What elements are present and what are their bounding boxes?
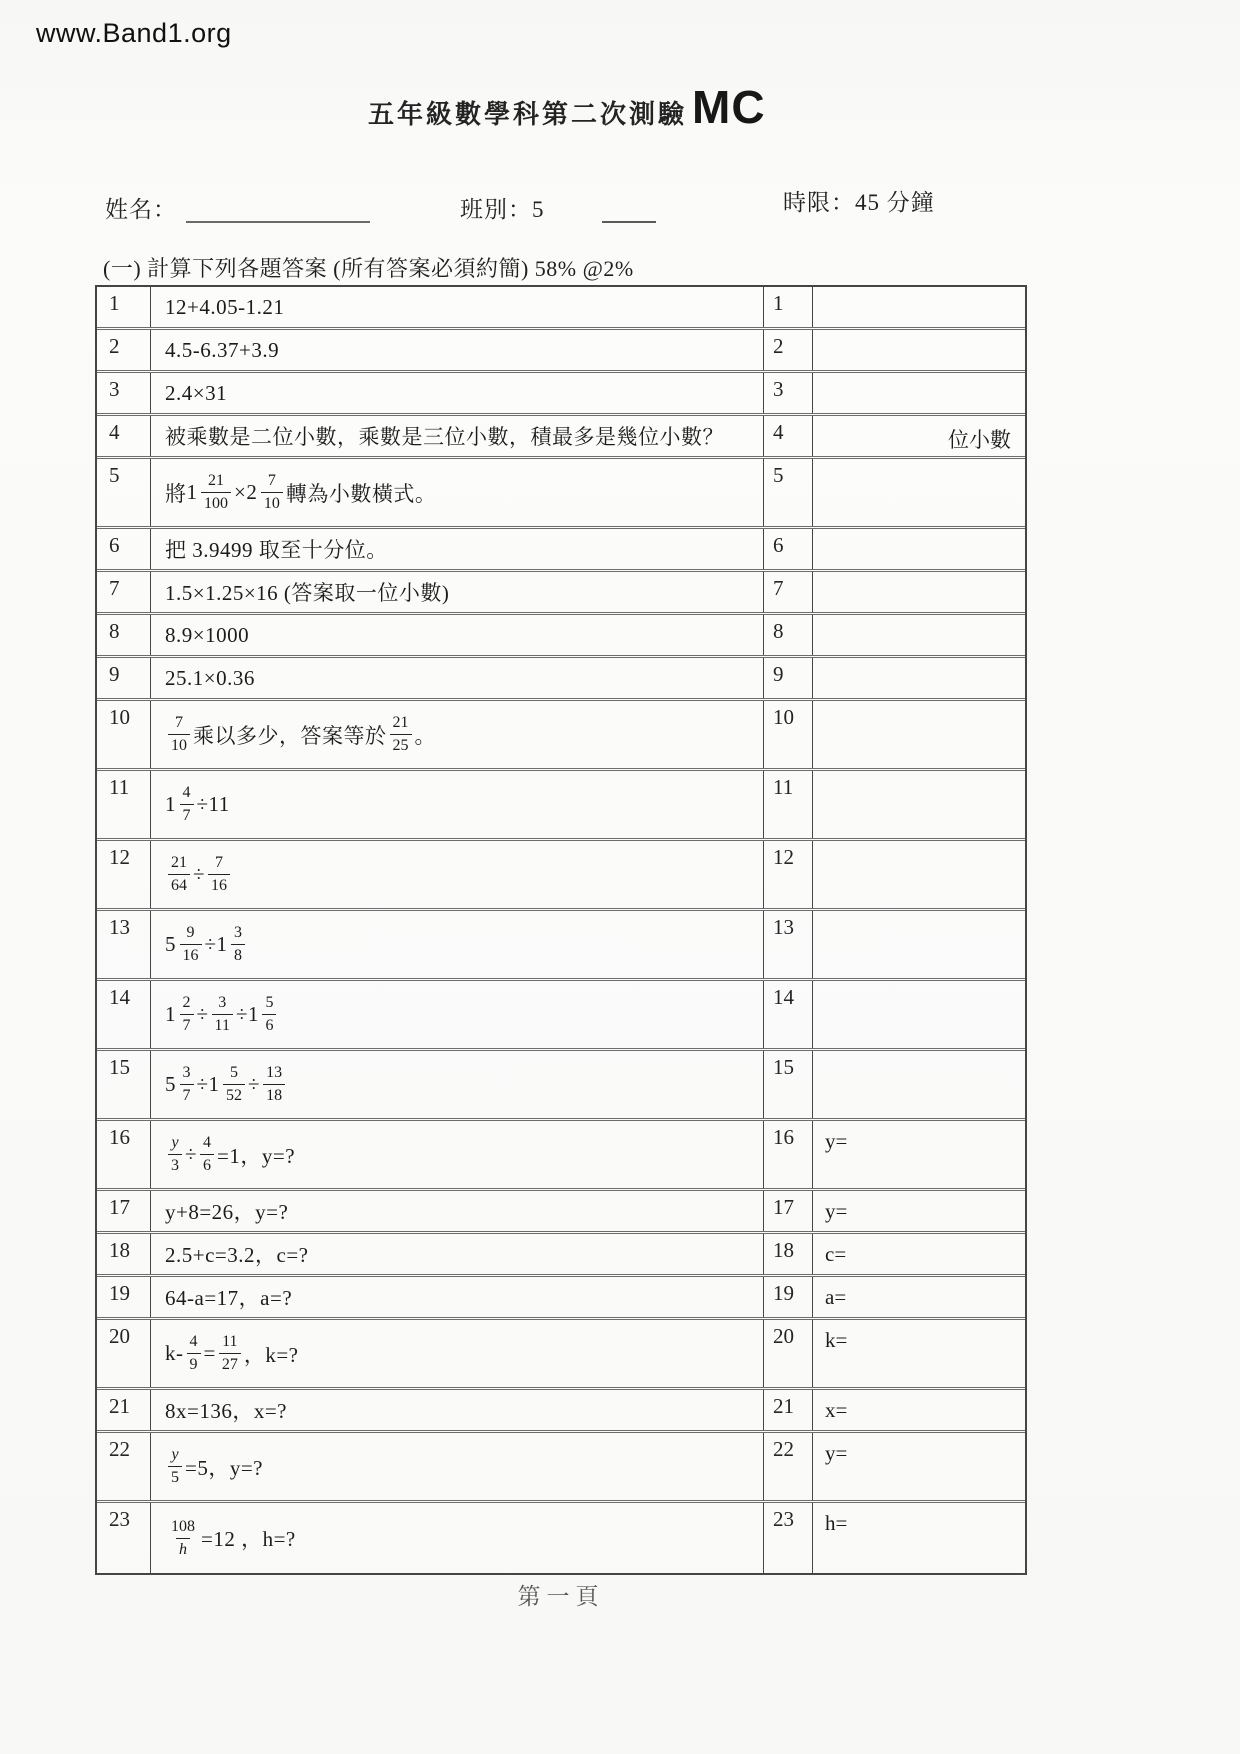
question-text: 把 3.9499 取至十分位。 [165, 538, 388, 562]
question-number: 23 [97, 1503, 151, 1573]
answer-cell [813, 771, 1025, 838]
fraction-numerator: 4 [182, 784, 191, 801]
question-text: 被乘數是二位小數，乘數是三位小數，積最多是幾位小數？ [165, 425, 724, 449]
question-text: =1，y=? [217, 1143, 296, 1168]
table-row [97, 373, 1025, 416]
fraction [168, 715, 190, 754]
question-cell [151, 771, 764, 838]
table-row [97, 1320, 1025, 1390]
fraction [168, 1519, 198, 1558]
question-text: ÷ [196, 1072, 209, 1096]
answer-cell: y= [825, 1129, 848, 1153]
mixed-number [187, 473, 235, 512]
fraction [180, 1065, 194, 1104]
question-text: 8x=136，x=? [165, 1399, 288, 1423]
question-text: ÷ [248, 1072, 261, 1096]
answer-cell: y= [825, 1199, 848, 1223]
answer-cell: k= [825, 1328, 848, 1352]
table-row [97, 615, 1025, 658]
question-number: 12 [97, 841, 151, 908]
fraction-denominator: 6 [200, 1154, 214, 1174]
name-label: 姓名： [105, 197, 177, 222]
answer-cell [813, 459, 1025, 526]
fraction-numerator: 21 [208, 472, 224, 489]
question-cell [151, 572, 764, 612]
answer-number: 9 [764, 658, 813, 698]
table-row [97, 771, 1025, 841]
answer-cell [813, 701, 1025, 768]
answer-cell [813, 373, 1025, 413]
question-cell [151, 1051, 764, 1118]
fraction-denominator: 6 [262, 1014, 276, 1034]
table-row [97, 1390, 1025, 1433]
mixed-number [165, 785, 197, 824]
question-text: =12 ，h=? [201, 1527, 296, 1551]
table-row [97, 658, 1025, 701]
question-number: 15 [97, 1051, 151, 1118]
fraction-numerator: 3 [234, 924, 243, 941]
answer-number: 12 [764, 841, 813, 908]
fraction-numerator: 4 [203, 1134, 212, 1151]
answer-number: 10 [764, 701, 813, 768]
question-number: 22 [97, 1433, 151, 1500]
fraction [168, 1135, 182, 1174]
answer-cell [813, 911, 1025, 978]
question-number: 11 [97, 771, 151, 838]
question-number: 10 [97, 701, 151, 768]
page-title: 五年級數學科第二次測驗 [368, 100, 688, 129]
question-number: 16 [97, 1121, 151, 1188]
fraction-denominator: 7 [180, 1084, 194, 1104]
section-header: (一) 計算下列各題答案 (所有答案必須約簡) 58% @2% [103, 256, 634, 281]
fraction-numerator: 21 [171, 854, 187, 871]
fraction-denominator: 3 [168, 1154, 182, 1174]
answer-number: 1 [764, 287, 813, 327]
answer-number: 20 [764, 1320, 813, 1387]
question-cell [151, 1320, 764, 1387]
fraction-denominator: 10 [261, 492, 283, 512]
fraction-numerator: 3 [218, 994, 227, 1011]
answer-cell: a= [825, 1285, 847, 1309]
question-number: 17 [97, 1191, 151, 1231]
fraction-numerator: 9 [186, 924, 195, 941]
question-cell [151, 287, 764, 327]
fraction-denominator: h [176, 1538, 190, 1558]
question-text: × [234, 480, 247, 504]
mixed-whole: 5 [165, 932, 176, 956]
fraction-denominator: 27 [219, 1353, 241, 1373]
fraction [223, 1065, 245, 1104]
fraction-denominator: 7 [180, 804, 194, 824]
question-text: =5，y=? [185, 1455, 264, 1480]
table-row [97, 572, 1025, 615]
question-number: 19 [97, 1277, 151, 1317]
question-cell [151, 911, 764, 978]
question-cell [151, 981, 764, 1048]
fraction-numerator: y [171, 1446, 179, 1463]
answer-cell: x= [825, 1398, 848, 1422]
question-cell [151, 1390, 764, 1430]
question-text: 25.1×0.36 [165, 665, 255, 690]
fraction-denominator: 9 [187, 1353, 201, 1373]
mixed-whole: 5 [165, 1072, 176, 1096]
question-text: k- [165, 1341, 184, 1365]
fraction-numerator: 5 [230, 1064, 239, 1081]
mixed-number [246, 473, 286, 512]
fraction [219, 1334, 241, 1373]
table-row [97, 1191, 1025, 1234]
mixed-whole: 1 [247, 1002, 259, 1026]
question-text: ÷ [185, 1142, 198, 1166]
question-text: 64-a=17，a=? [165, 1286, 293, 1310]
fraction-numerator: 108 [171, 1517, 195, 1535]
table-row [97, 1277, 1025, 1320]
question-text: ÷ [204, 932, 217, 956]
question-number: 18 [97, 1234, 151, 1274]
site-watermark: www.Band1.org [36, 18, 232, 48]
table-row [97, 287, 1025, 330]
fraction-numerator: 5 [265, 994, 274, 1011]
question-text: ，k=? [243, 1342, 299, 1367]
fraction [187, 1334, 201, 1373]
question-text: 12+4.05-1.21 [165, 294, 285, 319]
answer-number: 23 [764, 1503, 813, 1573]
answer-number: 6 [764, 529, 813, 569]
fraction [168, 1447, 182, 1486]
table-row [97, 1051, 1025, 1121]
mixed-number [165, 995, 197, 1034]
table-row [97, 1503, 1025, 1573]
fraction [201, 473, 231, 512]
fraction [180, 995, 194, 1034]
table-row [97, 1234, 1025, 1277]
fraction [261, 473, 283, 512]
fraction-numerator: 11 [222, 1333, 238, 1350]
fraction-denominator: 16 [208, 874, 230, 894]
question-number: 5 [97, 459, 151, 526]
mixed-whole: 2 [246, 480, 257, 504]
answer-number: 22 [764, 1433, 813, 1500]
answer-cell: y= [825, 1441, 848, 1465]
fraction-denominator: 7 [180, 1014, 194, 1034]
answer-number: 11 [764, 771, 813, 838]
mixed-number [248, 995, 280, 1034]
fraction-denominator: 10 [168, 734, 190, 754]
question-cell [151, 1121, 764, 1188]
answer-cell: c= [825, 1242, 847, 1266]
fraction-denominator: 11 [212, 1014, 233, 1034]
answer-cell [813, 529, 1025, 569]
question-number: 21 [97, 1390, 151, 1430]
page-footer [95, 1578, 1027, 1609]
question-number: 7 [97, 572, 151, 612]
question-cell [151, 459, 764, 526]
fraction [231, 925, 245, 964]
question-number: 1 [97, 287, 151, 327]
question-number: 6 [97, 529, 151, 569]
answer-number: 4 [764, 416, 813, 456]
table-row [97, 911, 1025, 981]
fraction-numerator: 21 [392, 714, 409, 731]
answer-cell [813, 287, 1025, 327]
answer-number: 7 [764, 572, 813, 612]
mixed-whole: 1 [208, 1072, 220, 1096]
fraction-numerator: 7 [215, 854, 224, 871]
fraction [263, 1065, 285, 1104]
fraction [200, 1135, 214, 1174]
answer-cell [813, 658, 1025, 698]
answer-number: 18 [764, 1234, 813, 1274]
question-number: 8 [97, 615, 151, 655]
fraction-numerator: 13 [266, 1064, 283, 1081]
fraction [262, 995, 276, 1034]
question-cell [151, 1503, 764, 1573]
answer-cell [813, 615, 1025, 655]
answer-number: 19 [764, 1277, 813, 1317]
question-text: ÷11 [196, 792, 230, 816]
table-row [97, 841, 1025, 911]
question-number: 4 [97, 416, 151, 456]
fraction-denominator: 16 [180, 944, 202, 964]
mixed-whole: 1 [165, 1002, 176, 1026]
question-number: 14 [97, 981, 151, 1048]
question-text: 2.4×31 [165, 380, 228, 405]
question-cell [151, 1433, 764, 1500]
fraction [168, 855, 190, 894]
answer-number: 14 [764, 981, 813, 1048]
question-text: 2.5+c=3.2，c=? [165, 1243, 309, 1267]
fraction-denominator: 8 [231, 944, 245, 964]
name-underline [186, 221, 370, 223]
question-text: = [203, 1341, 216, 1365]
questions-table [95, 285, 1027, 1575]
question-text: ÷ [196, 1002, 209, 1026]
answer-cell: 位小數 [948, 428, 1011, 452]
question-text: y+8=26，y=? [165, 1200, 289, 1224]
mixed-number [165, 925, 205, 964]
fraction-denominator: 52 [223, 1084, 245, 1104]
answer-cell: h= [825, 1511, 848, 1535]
table-row [97, 416, 1025, 459]
answer-number: 17 [764, 1191, 813, 1231]
answer-cell [813, 1051, 1025, 1118]
question-text: ÷ [235, 1002, 248, 1026]
mixed-number [209, 1065, 249, 1104]
fraction [212, 995, 233, 1034]
answer-number: 2 [764, 330, 813, 370]
answer-cell [813, 981, 1025, 1048]
question-text: 4.5-6.37+3.9 [165, 337, 280, 362]
table-row [97, 1433, 1025, 1503]
fraction-numerator: 7 [267, 472, 276, 489]
title-badge-mc: MC [692, 81, 766, 133]
question-number: 3 [97, 373, 151, 413]
table-row [97, 1121, 1025, 1191]
table-row [97, 459, 1025, 529]
fraction [180, 785, 194, 824]
fraction-numerator: 3 [182, 1064, 191, 1081]
question-cell [151, 373, 764, 413]
fraction-denominator: 25 [390, 734, 412, 754]
question-cell [151, 1277, 764, 1317]
answer-number: 13 [764, 911, 813, 978]
question-text: 乘以多少，答案等於 [193, 723, 387, 748]
question-text: 8.9×1000 [165, 622, 250, 647]
class-underline [602, 221, 656, 223]
question-number: 2 [97, 330, 151, 370]
answer-number: 15 [764, 1051, 813, 1118]
table-row [97, 701, 1025, 771]
question-number: 9 [97, 658, 151, 698]
mixed-number [217, 925, 249, 964]
table-row [97, 529, 1025, 572]
table-row [97, 981, 1025, 1051]
question-cell [151, 1191, 764, 1231]
question-text: 轉為小數橫式。 [285, 481, 437, 506]
answer-cell [813, 330, 1025, 370]
question-text: ÷ [193, 862, 206, 886]
fraction-denominator: 100 [201, 492, 231, 512]
question-text: 將 [165, 481, 187, 506]
fraction-numerator: 7 [175, 714, 183, 731]
mixed-number [165, 1065, 197, 1104]
question-number: 13 [97, 911, 151, 978]
fraction-denominator: 18 [263, 1084, 285, 1104]
page-number: 第一頁 [517, 1584, 605, 1609]
answer-number: 16 [764, 1121, 813, 1188]
question-cell [151, 1234, 764, 1274]
fraction [390, 715, 412, 754]
question-text: 。 [414, 723, 436, 748]
time-limit-label: 時限：45 分鐘 [783, 190, 935, 215]
answer-number: 5 [764, 459, 813, 526]
fraction-numerator: y [171, 1134, 179, 1151]
question-cell [151, 615, 764, 655]
answer-cell [813, 841, 1025, 908]
fraction-numerator: 2 [182, 994, 191, 1011]
question-cell [151, 701, 764, 768]
fraction-denominator: 5 [168, 1466, 182, 1486]
mixed-whole: 1 [186, 480, 197, 504]
table-row [97, 330, 1025, 373]
class-label: 班別：5 [460, 197, 545, 222]
question-cell [151, 330, 764, 370]
question-cell [151, 841, 764, 908]
answer-number: 3 [764, 373, 813, 413]
answer-cell [813, 572, 1025, 612]
question-cell [151, 529, 764, 569]
fraction [208, 855, 230, 894]
question-number: 20 [97, 1320, 151, 1387]
question-cell [151, 658, 764, 698]
fraction [180, 925, 202, 964]
question-text: 1.5×1.25×16 (答案取一位小數) [165, 581, 450, 605]
mixed-whole: 1 [165, 792, 176, 816]
fraction-numerator: 4 [189, 1333, 198, 1350]
mixed-whole: 1 [216, 932, 228, 956]
answer-number: 21 [764, 1390, 813, 1430]
fraction-denominator: 64 [168, 874, 190, 894]
answer-number: 8 [764, 615, 813, 655]
question-cell [151, 416, 764, 456]
